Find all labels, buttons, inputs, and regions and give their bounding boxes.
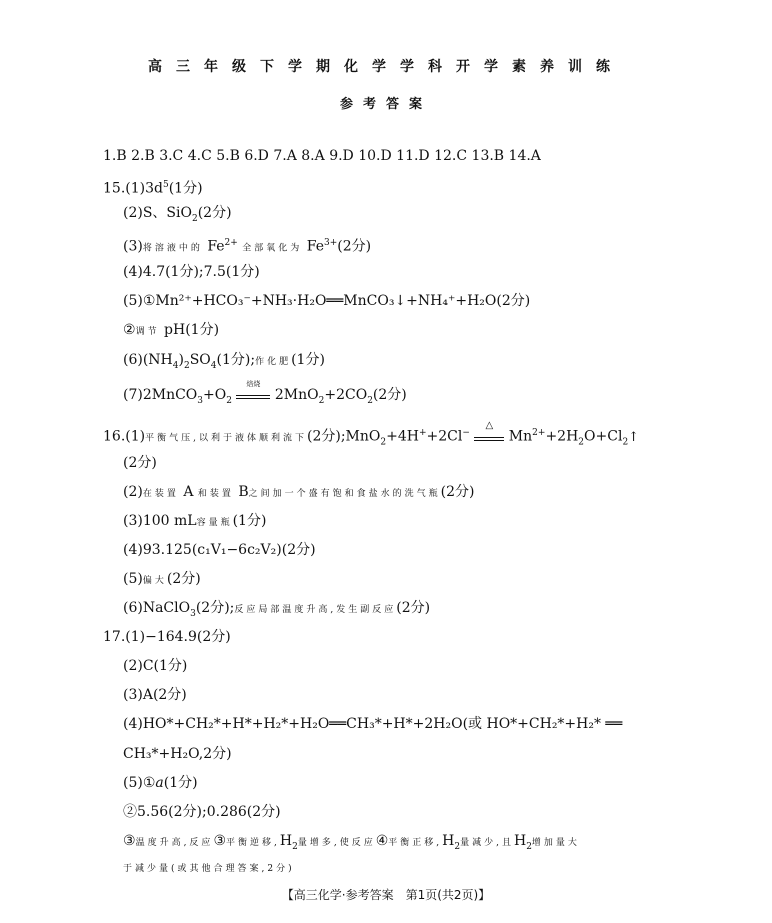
q15-part7: $(7)2MnCO_3+O_2$ 焙烧 $2MnO_2+2CO_2(2$分) <box>123 380 407 406</box>
q16-part4: (4)93.125(c₁V₁−6c₂V₂)(2分) <box>123 542 316 558</box>
page-footer: 【高三化学·参考答案 第1页(共2页)】 <box>281 888 491 902</box>
q17-part5: (5)①a(1分) <box>123 775 198 791</box>
q15-part4: (4)4.7(1分);7.5(1分) <box>123 264 260 280</box>
q15-part3: (3)将溶液中的 $Fe^{2+}$ 全部氧化为 $Fe^{3+}(2$分) <box>123 238 372 255</box>
q17-part3: (3)A(2分) <box>123 687 187 703</box>
q16-part5: (5)偏大(2分) <box>123 571 201 587</box>
q17-part5-2: ②5.56(2分);0.286(2分) <box>123 804 281 820</box>
mc-answers: 1.B 2.B 3.C 4.C 5.B 6.D 7.A 8.A 9.D 10.D 11.D 12.C 13.B 14.A <box>103 148 541 164</box>
q17-part1: 17.(1)−164.9(2分) <box>103 629 231 645</box>
q17-part5-3: ③温度升高,反应③平衡逆移$,H_2$量增多,使反应④平衡正移$,H_2$量减少,且$H_2$增加量大 <box>123 833 580 852</box>
q15-part2: (2)S、SiO$_2$(2分) <box>123 205 232 224</box>
q17-part4-cont: CH₃*+H₂O,2分) <box>123 746 232 762</box>
page-subtitle: 参考答案 <box>339 97 432 112</box>
q16-part6: (6)NaClO$_3$(2分);反应局部温度升高,发生副反应(2分) <box>123 600 431 619</box>
q17-part2: (2)C(1分) <box>123 658 188 674</box>
q15-part5-2: ②调节 pH(1分) <box>123 322 220 338</box>
q16-part2: (2)在装置 A 和装置 B之间加一个盛有饱和食盐水的洗气瓶(2分) <box>123 484 475 500</box>
q15-part1: $15.(1)3d^5(1$分) <box>103 180 203 197</box>
q16-part1: 16.(1)平衡气压,以利于液体顺利流下(2分);MnO$_2$+4H++2Cl− △ $Mn^{2+}+2H_2O+Cl_2↑$ <box>103 419 640 448</box>
q16-part1-score: (2分) <box>123 455 157 471</box>
q17-part5-3-cont: 于减少量(或其他合理答案,2分) <box>123 864 295 874</box>
q15-part6: $(6)(NH_4)_2SO_4(1$分);作化肥(1分) <box>123 352 325 371</box>
q15-part5: (5)①Mn²⁺+HCO₃⁻+NH₃·H₂O══MnCO₃↓+NH₄⁺+H₂O(2分) <box>123 293 531 309</box>
page-title: 高三年级下学期化学学科开学素养训练 <box>148 59 624 75</box>
q16-part3: (3)100 mL容量瓶(1分) <box>123 513 267 529</box>
q17-part4: (4)HO*+CH₂*+H*+H₂*+H₂O══CH₃*+H*+2H₂O(或 HO*+CH₂*+H₂* ══ <box>123 716 623 732</box>
